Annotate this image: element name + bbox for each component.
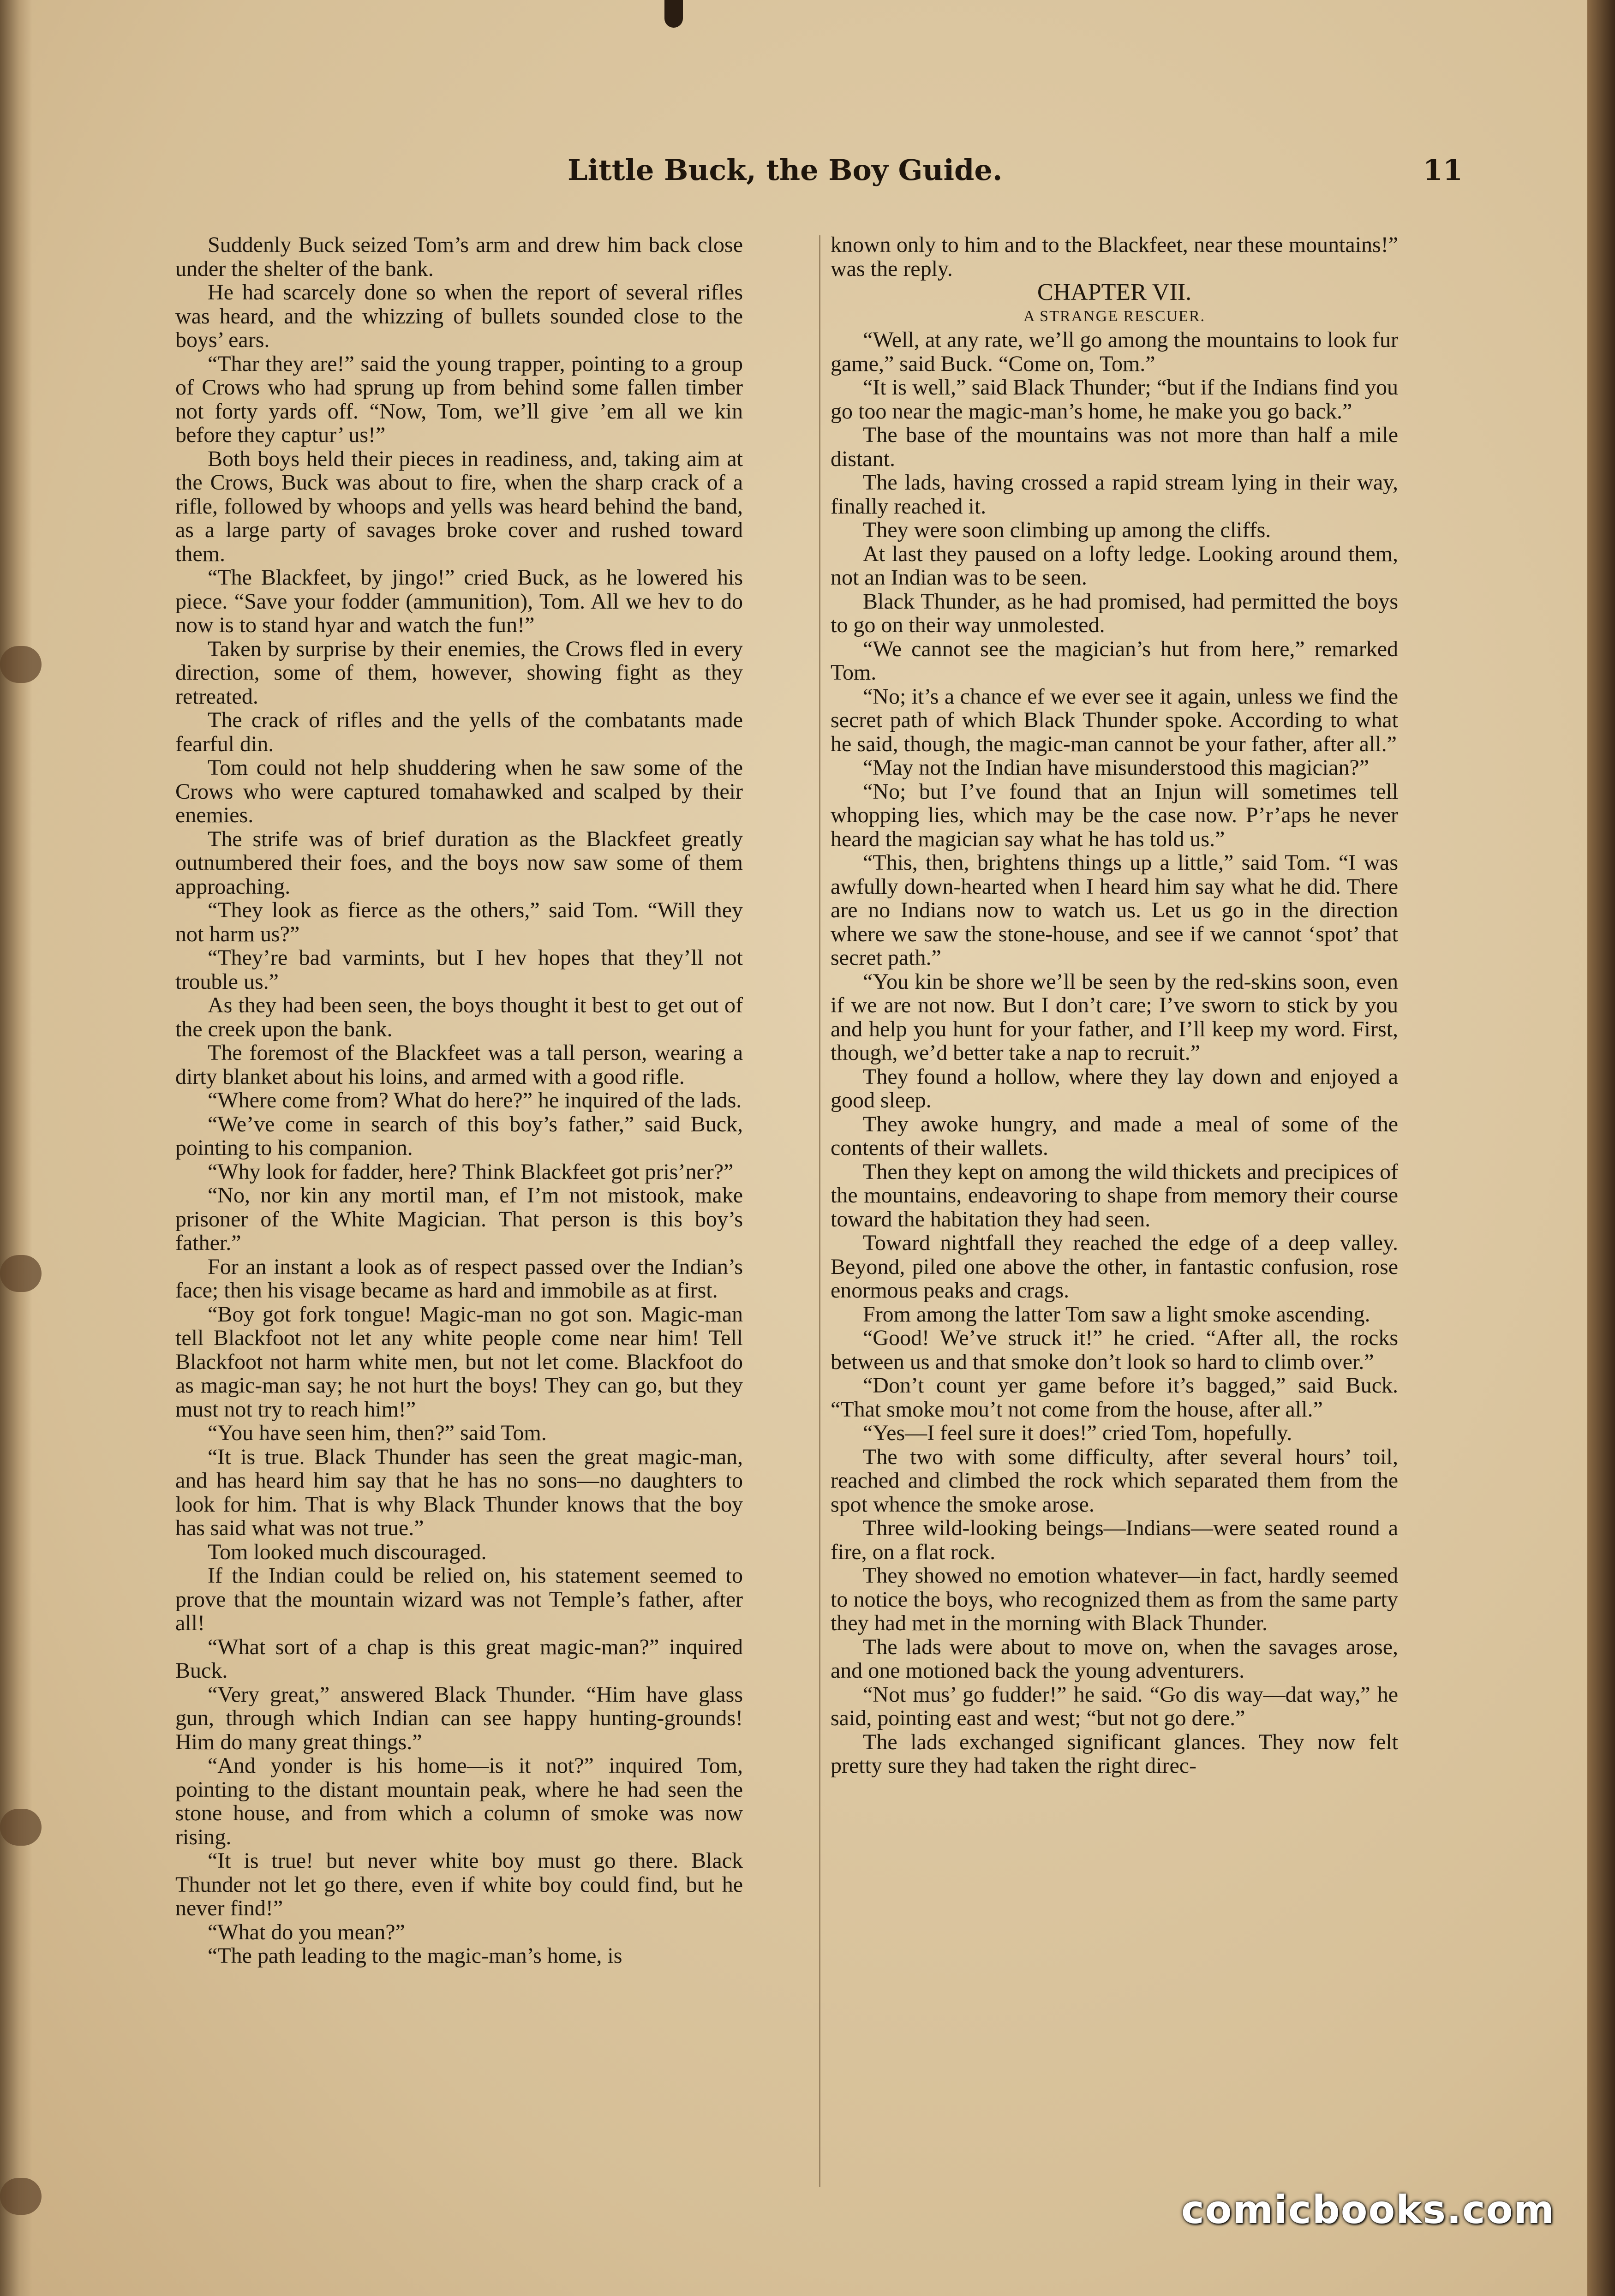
paragraph: Suddenly Buck seized Tom’s arm and drew him back close under the shelter of the bank. xyxy=(175,233,743,281)
paragraph: Toward nightfall they reached the edge of a deep valley. Beyond, piled one above the other, in fantastic confusion, rose enormous peaks and crags. xyxy=(831,1231,1398,1303)
paragraph: The two with some difficulty, after several hours’ toil, reached and climbed the rock which separated them from the spot whence the smoke arose. xyxy=(831,1444,1398,1517)
paragraph: known only to him and to the Blackfeet, near these mountains!” was the reply. xyxy=(831,233,1398,281)
paragraph: “Thar they are!” said the young trapper, pointing to a group of Crows who had sprung up from behind some fallen timber not forty yards off. “Now, Tom, we’ll give ’em all we kin before they captur’ us!” xyxy=(175,351,743,447)
paragraph: At last they paused on a lofty ledge. Looking around them, not an Indian was to be seen. xyxy=(831,541,1398,590)
paragraph: “They’re bad varmints, but I hev hopes that they’ll not trouble us.” xyxy=(175,945,743,994)
paragraph: “Where come from? What do here?” he inquired of the lads. xyxy=(208,1088,742,1112)
paragraph: They found a hollow, where they lay down and enjoyed a good sleep. xyxy=(831,1064,1398,1112)
chapter-title: CHAPTER VII. xyxy=(1037,279,1192,305)
paragraph: They were soon climbing up among the cliffs. xyxy=(863,518,1271,542)
paragraph: “This, then, brightens things up a little,” said Tom. “I was awfully down-hearted when I heard him say what he did. There are no Indians now to watch us. Let us go in the direction where we saw the stone-house, and see if we cannot ‘spot’ that secret path.” xyxy=(831,850,1398,970)
paragraph: “We’ve come in search of this boy’s father,” said Buck, pointing to his companion. xyxy=(175,1112,743,1160)
paragraph: “Why look for fadder, here? Think Blackfeet got pris’ner?” xyxy=(208,1159,734,1184)
paragraph: As they had been seen, the boys thought it best to get out of the creek upon the bank. xyxy=(175,993,743,1041)
binding-stain xyxy=(0,2178,42,2215)
paragraph: “It is true! but never white boy must go there. Black Thunder not let go there, even if white boy could find, but he never find!” xyxy=(175,1848,743,1920)
right-column xyxy=(831,233,1398,2189)
chapter-subtitle: A STRANGE RESCUER. xyxy=(1023,307,1205,325)
paragraph: “Very great,” answered Black Thunder. “Him have glass gun, through which Indian can see happy hunting-grounds! Him do many great things.” xyxy=(175,1682,743,1754)
paragraph: He had scarcely done so when the report of several rifles was heard, and the whizzing of bullets sounded close to the boys’ ears. xyxy=(175,280,743,352)
right-paragraphs xyxy=(831,328,1398,1778)
paragraph: “Yes—I feel sure it does!” cried Tom, hopefully. xyxy=(863,1421,1292,1445)
paragraph: “We cannot see the magician’s hut from here,” remarked Tom. xyxy=(831,636,1398,685)
paragraph: “It is true. Black Thunder has seen the great magic-man, and has heard him say that he has no sons—no daughters to look for him. That is why Black Thunder knows that the boy has said what was not true.” xyxy=(175,1444,743,1540)
paragraph: For an instant a look as of respect passed over the Indian’s face; then his visage became as hard and immobile as at first. xyxy=(175,1254,743,1303)
paragraph: “The Blackfeet, by jingo!” cried Buck, as he lowered his piece. “Save your fodder (ammunition), Tom. All we hev to do now is to stand hyar and watch the fun!” xyxy=(175,565,743,637)
paragraph: The crack of rifles and the yells of the combatants made fearful din. xyxy=(175,708,743,756)
paragraph: The foremost of the Blackfeet was a tall person, wearing a dirty blanket about his loins, and armed with a good rifle. xyxy=(175,1040,743,1089)
paragraph: Both boys held their pieces in readiness, and, taking aim at the Crows, Buck was about to fire, when the sharp crack of a rifle, followed by whoops and yells was heard behind the band, as a large party of savages broke cover and rushed toward them. xyxy=(175,446,743,566)
paragraph: “No, nor kin any mortil man, ef I’m not mistook, make prisoner of the White Magician. That person is this boy’s father.” xyxy=(175,1183,743,1255)
paragraph: Taken by surprise by their enemies, the Crows fled in every direction, some of them, however, showing fight as they retreated. xyxy=(175,636,743,709)
binding-edge xyxy=(0,0,32,2296)
running-title: Little Buck, the Boy Guide. xyxy=(568,153,1003,187)
paragraph: “Not mus’ go fudder!” he said. “Go dis way—dat way,” he said, pointing east and west; “but not go dere.” xyxy=(831,1682,1398,1730)
paragraph: From among the latter Tom saw a light smoke ascending. xyxy=(863,1302,1370,1327)
page-edge xyxy=(1587,0,1615,2296)
paragraph: They showed no emotion whatever—in fact, hardly seemed to notice the boys, who recognized them as from the same party they had met in the morning with Black Thunder. xyxy=(831,1563,1398,1635)
paragraph: “Good! We’ve struck it!” he cried. “After all, the rocks between us and that smoke don’t look so hard to climb over.” xyxy=(831,1326,1398,1374)
paragraph: If the Indian could be relied on, his statement seemed to prove that the mountain wizard was not Temple’s father, after all! xyxy=(175,1563,743,1635)
paragraph: “No; but I’ve found that an Injun will sometimes tell whopping lies, which may be the case now. P’r’aps he never heard the magician say what he has told us.” xyxy=(831,779,1398,851)
paragraph: “They look as fierce as the others,” said Tom. “Will they not harm us?” xyxy=(175,898,743,946)
binding-stain xyxy=(0,1809,42,1846)
paragraph: They awoke hungry, and made a meal of some of the contents of their wallets. xyxy=(831,1112,1398,1160)
paragraph: Black Thunder, as he had promised, had permitted the boys to go on their way unmolested. xyxy=(831,589,1398,637)
paragraph: “What sort of a chap is this great magic-man?” inquired Buck. xyxy=(175,1634,743,1683)
paragraph: “Boy got fork tongue! Magic-man no got son. Magic-man tell Blackfoot not let any white people come near him! Tell Blackfoot not harm white men, but not let come. Blackfoot do as magic-man say; he not hurt the boys! They can go, but they must not try to reach him!” xyxy=(175,1302,743,1422)
paragraph: “What do you mean?” xyxy=(208,1919,405,1944)
binding-stain xyxy=(0,1255,42,1292)
paragraph: The lads were about to move on, when the savages arose, and one motioned back the young adventurers. xyxy=(831,1634,1398,1683)
paragraph: “No; it’s a chance ef we ever see it again, unless we find the secret path of which Black Thunder spoke. According to what he said, though, the magic-man cannot be your father, after all.” xyxy=(831,684,1398,756)
left-column xyxy=(175,233,743,2189)
watermark: comicbooks.com xyxy=(1181,2187,1555,2232)
running-header xyxy=(568,153,1463,199)
paragraph: “Don’t count yer game before it’s bagged,” said Buck. “That smoke mou’t not come from the house, after all.” xyxy=(831,1373,1398,1422)
paragraph: Then they kept on among the wild thickets and precipices of the mountains, endeavoring to shape from memory their course toward the habitation they had seen. xyxy=(831,1159,1398,1232)
paragraph: Three wild-looking beings—Indians—were seated round a fire, on a flat rock. xyxy=(831,1516,1398,1564)
paragraph: The lads, having crossed a rapid stream lying in their way, finally reached it. xyxy=(831,470,1398,519)
paragraph: The lads exchanged significant glances. They now felt pretty sure they had taken the right direc- xyxy=(831,1729,1398,1778)
staple-hole xyxy=(664,0,683,28)
paragraph: “You kin be shore we’ll be seen by the red-skins soon, even if we are not now. But I don’t care; I’ve sworn to stick by you and help you hunt for your father, and I’ll keep my word. First, though, we’d better take a nap to recruit.” xyxy=(831,969,1398,1065)
paragraph: “Well, at any rate, we’ll go among the mountains to look fur game,” said Buck. “Come on, Tom.” xyxy=(831,328,1398,376)
page-number: 11 xyxy=(1423,153,1463,187)
paragraph: Tom looked much discouraged. xyxy=(208,1539,487,1564)
paragraph: The base of the mountains was not more than half a mile distant. xyxy=(831,423,1398,471)
paragraph: “And yonder is his home—is it not?” inquired Tom, pointing to the distant mountain peak, where he had seen the stone house, and from which a column of smoke was now rising. xyxy=(175,1753,743,1849)
paragraph: Tom could not help shuddering when he saw some of the Crows who were captured tomahawked and scalped by their enemies. xyxy=(175,755,743,827)
column-rule xyxy=(819,235,820,2187)
paragraph: “May not the Indian have misunderstood this magician?” xyxy=(863,755,1370,780)
paragraph: “It is well,” said Black Thunder; “but if the Indians find you go too near the magic-man’s home, he make you go back.” xyxy=(831,375,1398,424)
paragraph: “The path leading to the magic-man’s home, is xyxy=(208,1943,622,1968)
paragraph: The strife was of brief duration as the Blackfeet greatly outnumbered their foes, and the boys now saw some of them approaching. xyxy=(175,826,743,899)
paragraph: “You have seen him, then?” said Tom. xyxy=(208,1421,547,1445)
binding-stain xyxy=(0,646,42,683)
